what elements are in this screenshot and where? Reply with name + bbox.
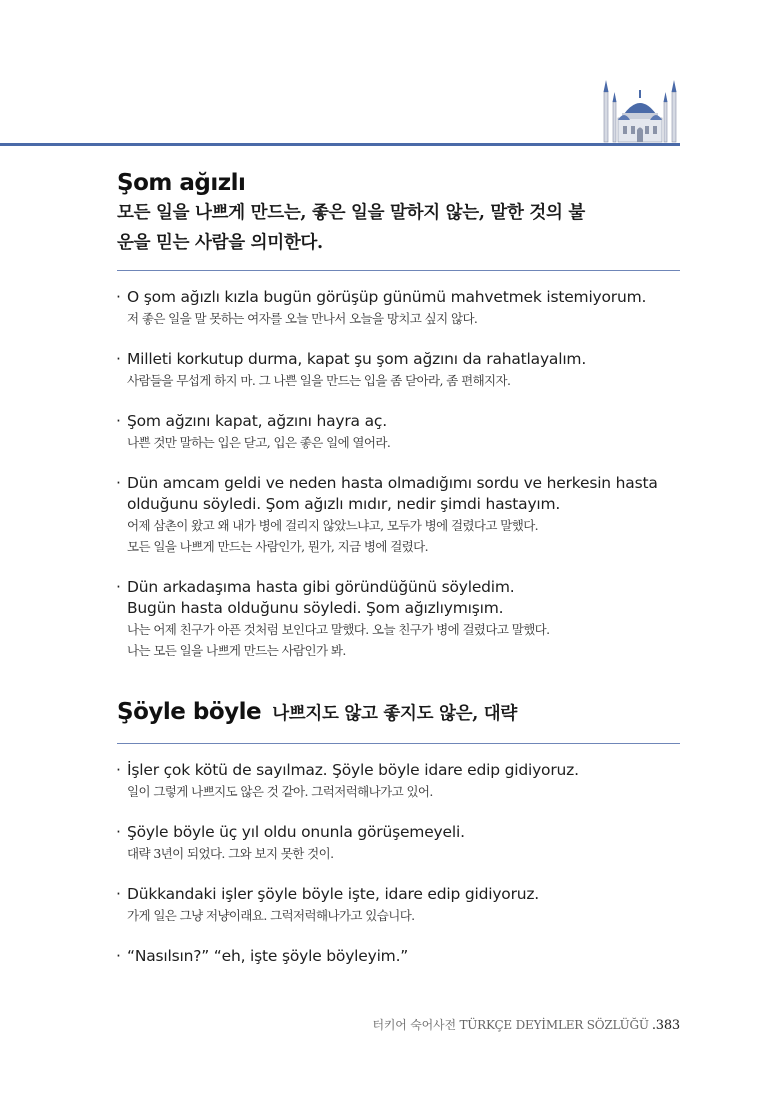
example-item	[117, 287, 680, 329]
korean-translation-continued: 모든 일을 나쁘게 만드는 사람인가, 뭔가, 지금 병에 걸렸다.	[127, 539, 429, 554]
header-rule	[0, 143, 680, 146]
turkish-sentence: · Dükkandaki işler şöyle böyle işte, idare edip gidiyoruz.	[117, 884, 680, 905]
korean-translation: 나는 어제 친구가 아픈 것처럼 보인다고 말했다. 오늘 친구가 병에 걸렸다고 말했다.	[127, 622, 550, 637]
page-number: .383	[651, 1018, 680, 1033]
korean-translation: 대략 3년이 되었다. 그와 보지 못한 것이.	[127, 846, 334, 861]
korean-translation: 저 좋은 일을 말 못하는 여자를 오늘 만나서 오늘을 망치고 싶지 않다.	[127, 311, 478, 326]
mosque-icon	[598, 78, 682, 144]
example-item	[117, 884, 680, 926]
idiom-title: Şom ağızlı	[117, 170, 246, 196]
turkish-sentence-continued: olduğunu söyledi. Şom ağızlı mıdır, nedir şimdi hastayım.	[127, 495, 561, 513]
example-item	[117, 946, 680, 967]
entry-divider	[117, 270, 680, 271]
turkish-sentence: · Şom ağzını kapat, ağzını hayra aç.	[117, 411, 680, 432]
idiom-entry	[117, 168, 680, 661]
korean-translation: 나쁜 것만 말하는 입은 닫고, 입은 좋은 일에 열어라.	[127, 435, 391, 450]
example-item	[117, 822, 680, 864]
book-title: 터키어 숙어사전 TÜRKÇE DEYİMLER SÖZLÜĞÜ	[372, 1018, 649, 1032]
idiom-meaning: 나쁘지도 않고 좋지도 않은, 대략	[272, 704, 518, 724]
korean-translation: 일이 그렇게 나쁘지도 않은 것 같아. 그럭저럭해나가고 있어.	[127, 784, 433, 799]
idiom-entry	[117, 697, 680, 967]
dictionary-content	[117, 168, 680, 987]
idiom-title: Şöyle böyle	[117, 699, 262, 725]
turkish-sentence: · “Nasılsın?” “eh, işte şöyle böyleyim.”	[117, 946, 680, 967]
example-item	[117, 577, 680, 661]
example-item	[117, 411, 680, 453]
turkish-sentence: · Dün amcam geldi ve neden hasta olmadığımı sordu ve herkesin hasta	[117, 473, 680, 494]
korean-translation: 가게 일은 그냥 저냥이래요. 그럭저럭해나가고 있습니다.	[127, 908, 415, 923]
turkish-sentence: · Dün arkadaşıma hasta gibi göründüğünü söyledim.	[117, 577, 680, 598]
korean-translation: 어제 삼촌이 왔고 왜 내가 병에 걸리지 않았느냐고, 모두가 병에 걸렸다고 말했다.	[127, 518, 539, 533]
meaning-line: 운을 믿는 사람을 의미한다.	[117, 233, 323, 253]
korean-translation: 사람들을 무섭게 하지 마. 그 나쁜 일을 만드는 입을 좀 닫아라, 좀 편해지자.	[127, 373, 511, 388]
example-item	[117, 473, 680, 557]
turkish-sentence: · İşler çok kötü de sayılmaz. Şöyle böyle idare edip gidiyoruz.	[117, 760, 680, 781]
turkish-sentence: · Şöyle böyle üç yıl oldu onunla görüşemeyeli.	[117, 822, 680, 843]
example-item	[117, 760, 680, 802]
korean-translation-continued: 나는 모든 일을 나쁘게 만드는 사람인가 봐.	[127, 643, 346, 658]
entry-divider	[117, 743, 680, 744]
idiom-heading	[117, 697, 680, 731]
example-item	[117, 349, 680, 391]
turkish-sentence: · Milleti korkutup durma, kapat şu şom ağzını da rahatlayalım.	[117, 349, 680, 370]
page-footer	[372, 1016, 680, 1033]
turkish-sentence: · O şom ağızlı kızla bugün görüşüp günümü mahvetmek istemiyorum.	[117, 287, 680, 308]
turkish-sentence-continued: Bugün hasta olduğunu söyledi. Şom ağızlıymışım.	[127, 599, 504, 617]
meaning-line: 모든 일을 나쁘게 만드는, 좋은 일을 말하지 않는, 말한 것의 불	[117, 203, 586, 223]
idiom-meaning	[117, 198, 680, 258]
